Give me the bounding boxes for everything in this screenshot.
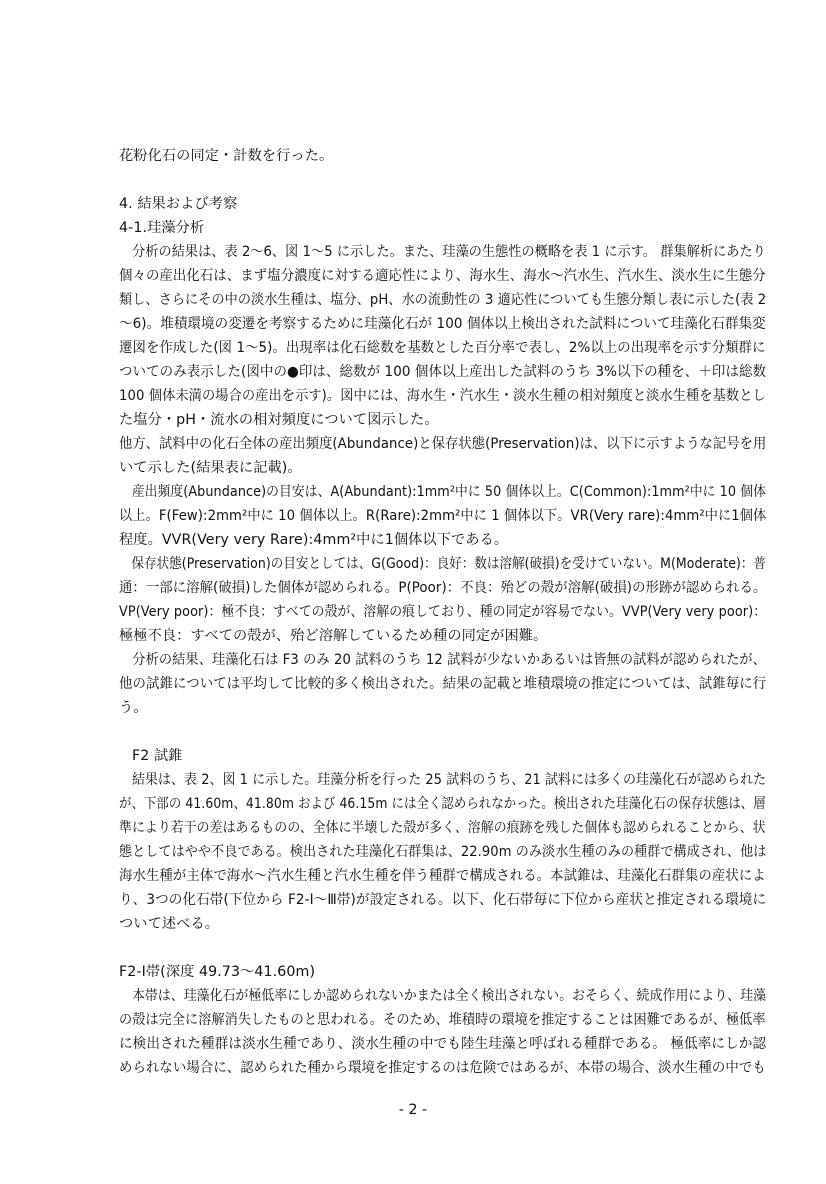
text-line: 以上。F(Few):2mm²中に 10 個体以上。R(Rare):2mm²中に 1 個体以下。VR(Very rare):4mm²中に1個体 [119,508,767,524]
text-line: 態としてはやや不良である。検出された珪藻化石群集は、22.90m のみ淡水生種のみの種群で構成され、他は [119,844,767,860]
text-line: 遷図を作成した(図 1～5)。出現率は化石総数を基数とした百分率で表し、2%以上の出現率を示す分類群に [119,340,766,356]
text-line: 結果は、表 2、図 1 に示した。珪藻分析を行った 25 試料のうち、21 試料には多くの珪藻化石が認められた [119,772,767,788]
text-line: められない場合に、認められた種から環境を推定するのは危険ではあるが、本帯の場合、淡水生種の中でも [119,1060,766,1076]
text-line: 程度。VVR(Very very Rare):4mm²中に1個体以下である。 [119,532,509,548]
text-line: 産出頻度(Abundance)の目安は、A(Abundant):1mm²中に 50 個体以上。C(Common):1mm²中に 10 個体 [119,484,766,500]
text-line: ～6)。堆積環境の変遷を考察するために珪藻化石が 100 個体以上検出された試料について珪藻化石群集変 [119,316,766,332]
text-line: 保存状態(Preservation)の目安としては、G(Good)：良好：数は溶解(破損)を受けていない。M(Moderate)：普 [119,556,767,572]
subsection-heading: F2-Ⅰ帯(深度 49.73～41.60m) [119,964,316,980]
text-line: 100 個体未満の場合の産出を示す)。図中には、海水生・汽水生・淡水生種の相対頻度と淡水生種を基数とし [119,388,766,404]
text-line: 分析の結果、珪藻化石は F3 のみ 20 試料のうち 12 試料が少ないかあるいは皆無の試料が認められたが、 [119,652,766,668]
page-number: - 2 - [398,1102,428,1118]
text-line: 他の試錐については平均して比較的多く検出された。結果の記載と堆積環境の推定については、試錐毎に行 [119,676,767,692]
subsection-heading: 4-1.珪藻分析 [119,220,205,236]
text-line: ついてのみ表示した(図中の●印は、総数が 100 個体以上産出した試料のうち 3%以下の種を、＋印は総数 [119,364,767,380]
text-line: VP(Very poor)：極不良：すべての殻が、溶解の痕しており、種の同定が容易でない。VVP(Very very poor)： [119,604,767,620]
text-line: う。 [119,700,148,716]
text-line: の殻は完全に溶解消失したものと思われる。そのため、堆積時の環境を推定することは困難であるが、極低率 [119,1012,766,1028]
text-line: が、下部の 41.60m、41.80m および 46.15m には全く認められなかった。検出された珪藻化石の保存状態は、層 [119,796,766,812]
text-line: ついて述べる。 [119,916,220,932]
text-line: 他方、試料中の化石全体の産出頻度(Abundance)と保存状態(Preservation)は、以下に示すような記号を用 [119,436,767,452]
text-line: いて示した(結果表に記載)。 [119,460,302,476]
text-line: た塩分・pH・流水の相対頻度について図示した。 [119,412,439,428]
text-line: 個々の産出化石は、まず塩分濃度に対する適応性により、海水生、海水～汽水生、汽水生、淡水生に生態分 [119,268,766,284]
section-heading: 4. 結果および考察 [119,196,238,212]
text-line: 本帯は、珪藻化石が極低率にしか認められないかまたは全く検出されない。おそらく、続成作用により、珪藻 [119,988,767,1004]
text-line: 海水生種が主体で海水～汽水生種と汽水生種を伴う種群で構成される。本試錐は、珪藻化石群集の産状によ [119,868,766,884]
text-line: 準により若干の差はあるものの、全体に半壊した殻が多く、溶解の痕跡を残した個体も認められることから、状 [119,820,766,836]
subsection-heading: F2 試錐 [132,748,183,764]
text-line: 類し、さらにその中の淡水生種は、塩分、pH、水の流動性の 3 適応性についても生態分類し表に示した(表 2 [119,292,767,308]
text-line: 分析の結果は、表 2～6、図 1～5 に示した。また、珪藻の生態性の概略を表 1 に示す。 群集解析にあたり [119,244,766,260]
text-line: り、3つの化石帯(下位から F2-Ⅰ～Ⅲ帯)が設定される。以下、化石帯毎に下位から産状と推定される環境に [119,892,767,908]
text-line: 極極不良：すべての殻が、殆ど溶解しているため種の同定が困難。 [119,628,548,644]
text-line: に検出された種群は淡水生種であり、淡水生種の中でも陸生珪藻と呼ばれる種群である。 極低率にしか認 [119,1036,767,1052]
text-line: 通：一部に溶解(破損)した個体が認められる。P(Poor)：不良：殆どの殻が溶解(破損)の形跡が認められる。 [119,580,767,596]
text-line: 花粉化石の同定・計数を行った。 [119,148,334,164]
